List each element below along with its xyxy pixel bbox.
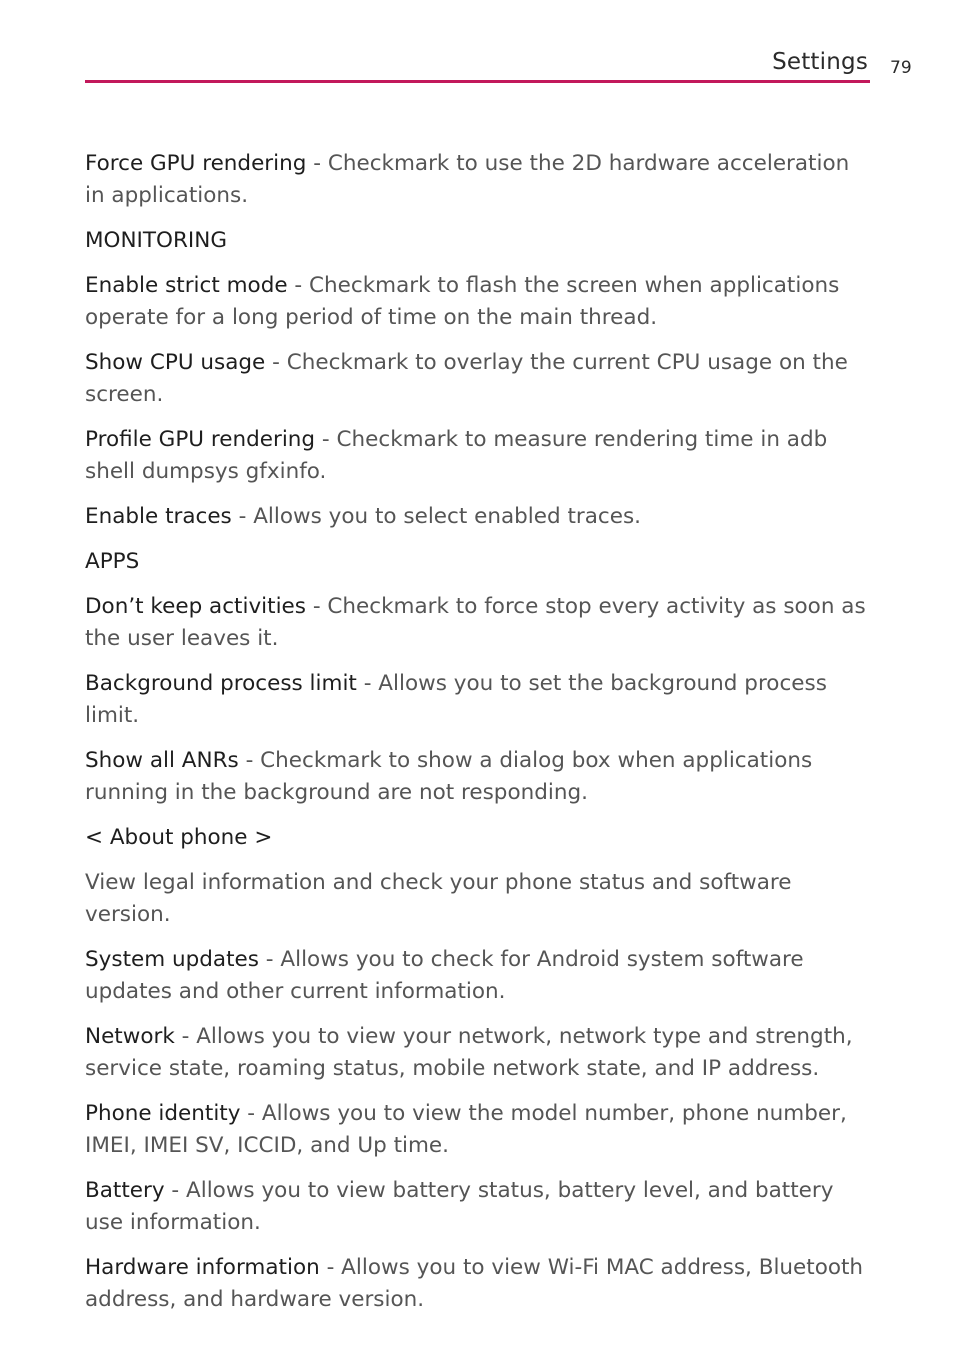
section-heading-about-phone: < About phone >: [85, 825, 273, 850]
section-heading-apps: APPS: [85, 549, 140, 574]
entry-term: Phone identity: [85, 1101, 241, 1126]
about-phone-intro: View legal information and check your phone status and software version.: [85, 870, 792, 927]
entry-term: Background process limit: [85, 671, 357, 696]
entry-term: Enable strict mode: [85, 273, 288, 298]
entry-description: Checkmark to measure rendering time in adb shell dumpsys gfxinfo.: [85, 427, 828, 484]
entry-phone-identity: [85, 1098, 875, 1162]
header-rule: [85, 80, 870, 83]
entry-term: Hardware information: [85, 1255, 320, 1280]
entry-term: Profile GPU rendering: [85, 427, 316, 452]
entry-profile-gpu-rendering: [85, 424, 875, 488]
entry-description: Allows you to check for Android system software updates and other current information.: [85, 947, 804, 1004]
entry-separator: -: [265, 350, 287, 375]
entry-term: Battery: [85, 1178, 165, 1203]
entry-separator: -: [356, 671, 379, 696]
entry-term: System updates: [85, 947, 259, 972]
entry-separator: -: [164, 1178, 187, 1203]
entry-term: Don’t keep activities: [85, 594, 306, 619]
entry-separator: -: [238, 748, 261, 773]
entry-separator: -: [319, 1255, 342, 1280]
document-body: [85, 148, 875, 1329]
entry-separator: -: [231, 504, 254, 529]
entry-separator: -: [305, 594, 328, 619]
entry-separator: -: [174, 1024, 197, 1049]
entry-term: Enable traces: [85, 504, 232, 529]
entry-battery: [85, 1175, 875, 1239]
entry-description: Allows you to view the model number, phone number, IMEI, IMEI SV, ICCID, and Up time.: [85, 1101, 847, 1158]
entry-description: Allows you to view Wi-Fi MAC address, Bluetooth address, and hardware version.: [85, 1255, 864, 1312]
entry-show-all-anrs: [85, 745, 875, 809]
entry-background-process-limit: [85, 668, 875, 732]
entry-dont-keep-activities: [85, 591, 875, 655]
entry-enable-traces: [85, 501, 875, 533]
entry-network: [85, 1021, 875, 1085]
entry-description: Checkmark to show a dialog box when applications running in the background are not responding.: [85, 748, 813, 805]
page-number: 79: [890, 58, 912, 78]
entry-term: Show all ANRs: [85, 748, 239, 773]
entry-description: Allows you to select enabled traces.: [253, 504, 641, 529]
header-title: Settings: [772, 49, 868, 75]
entry-separator: -: [258, 947, 281, 972]
entry-description: Checkmark to flash the screen when applications operate for a long period of time on the main thread.: [85, 273, 840, 330]
page-header: [85, 0, 870, 84]
entry-show-cpu-usage: [85, 347, 875, 411]
entry-description: Allows you to set the background process limit.: [85, 671, 827, 728]
entry-separator: -: [306, 151, 328, 176]
entry-term: Network: [85, 1024, 175, 1049]
entry-description: Checkmark to force stop every activity as soon as the user leaves it.: [85, 594, 866, 651]
entry-system-updates: [85, 944, 875, 1008]
entry-hardware-information: [85, 1252, 875, 1316]
entry-term: Show CPU usage: [85, 350, 266, 375]
entry-enable-strict-mode: [85, 270, 875, 334]
entry-description: Checkmark to overlay the current CPU usage on the screen.: [85, 350, 848, 407]
entry-term: Force GPU rendering: [85, 151, 307, 176]
entry-description: Checkmark to use the 2D hardware acceleration in applications.: [85, 151, 850, 208]
entry-separator: -: [287, 273, 310, 298]
entry-separator: -: [240, 1101, 262, 1126]
entry-description: Allows you to view battery status, battery level, and battery use information.: [85, 1178, 834, 1235]
entry-separator: -: [315, 427, 337, 452]
entry-description: Allows you to view your network, network type and strength, service state, roaming status, mobile network state, and IP address.: [85, 1024, 853, 1081]
entry-force-gpu-rendering: [85, 148, 875, 212]
section-heading-monitoring: MONITORING: [85, 228, 227, 253]
